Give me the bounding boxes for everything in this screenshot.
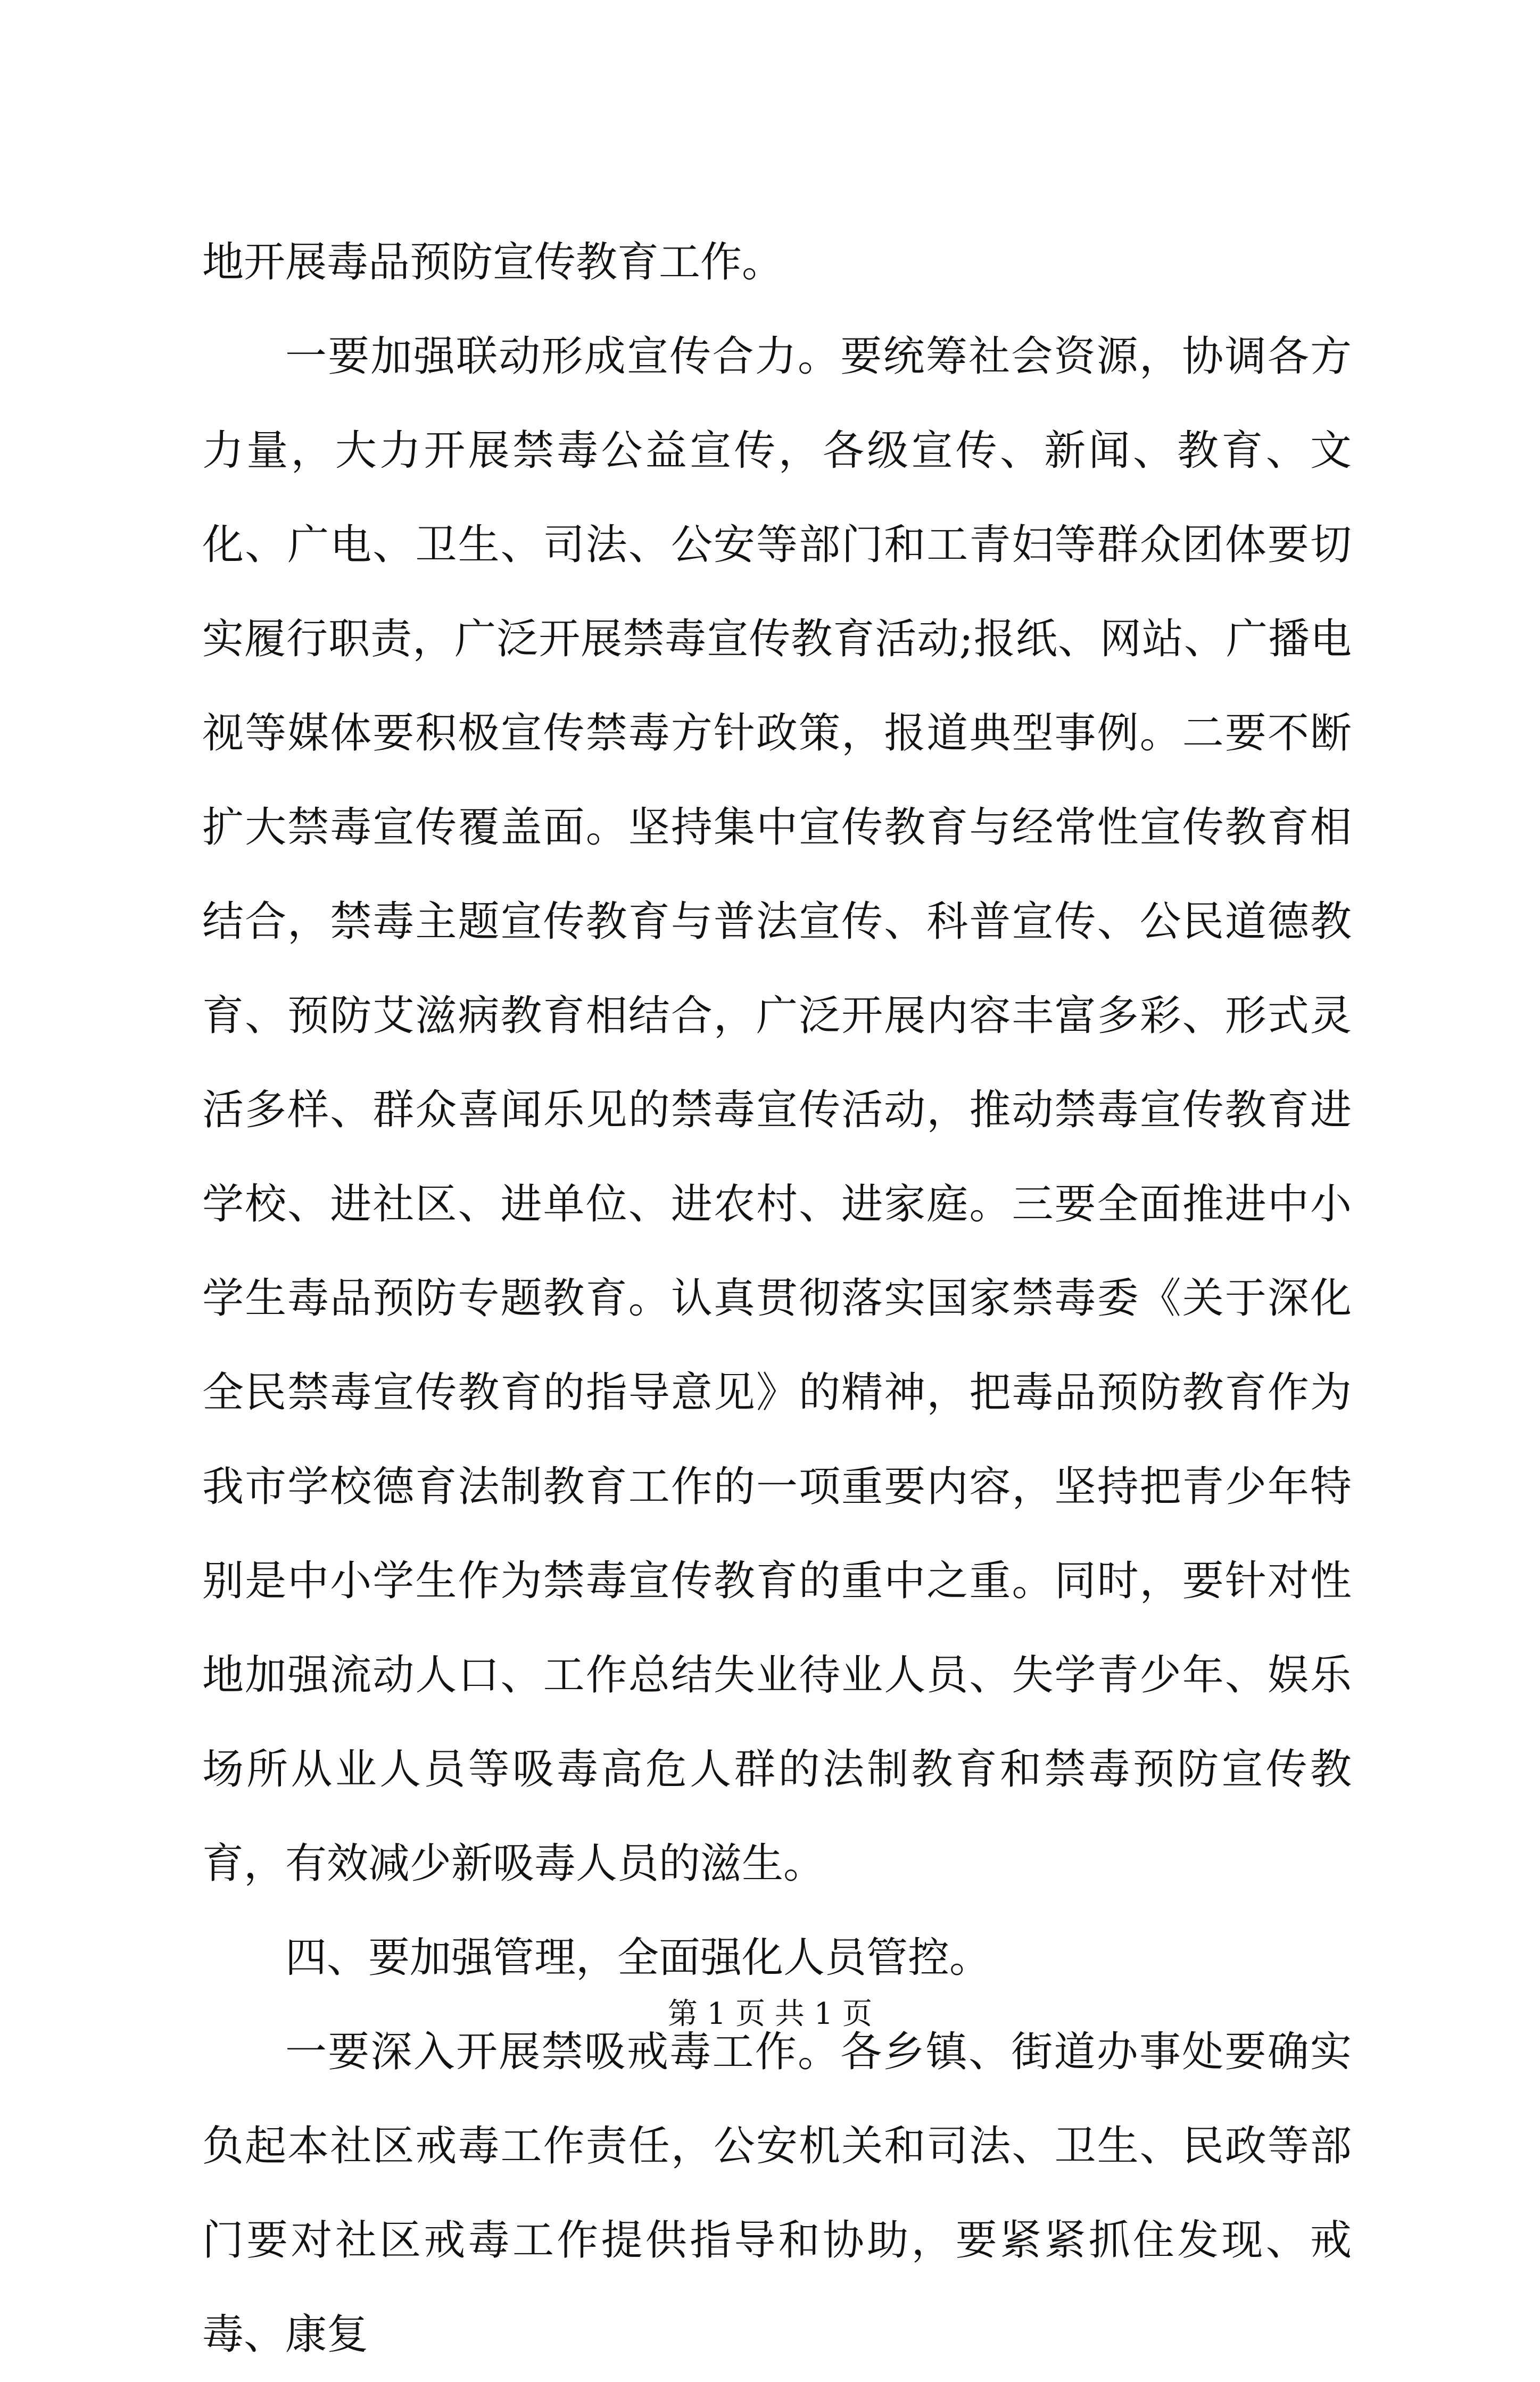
document-body xyxy=(202,216,1352,2382)
paragraph-1: 地开展毒品预防宣传教育工作。 xyxy=(202,238,784,286)
paragraph-2: 一要加强联动形成宣传合力。要统筹社会资源，协调各方力量，大力开展禁毒公益宣传，各级宣传、新闻、教育、文化、广电、卫生、司法、公安等部门和工青妇等群众团体要切实履行职责，广泛开展禁毒宣传教育活动;报纸、网站、广播电视等媒体要积极宣传禁毒方针政策，报道典型事例。二要不断扩大禁毒宣传覆盖面。坚持集中宣传教育与经常性宣传教育相结合，禁毒主题宣传教育与普法宣传、科普宣传、公民道德教育、预防艾滋病教育相结合，广泛开展内容丰富多彩、形式灵活多样、群众喜闻乐见的禁毒宣传活动，推动禁毒宣传教育进学校、进社区、进单位、进农村、进家庭。三要全面推进中小学生毒品预防专题教育。认真贯彻落实国家禁毒委《关于深化全民禁毒宣传教育的指导意见》的精神，把毒品预防教育作为我市学校德育法制教育工作的一项重要内容，坚持把青少年特别是中小学生作为禁毒宣传教育的重中之重。同时，要针对性地加强流动人口、工作总结失业待业人员、失学青少年、娱乐场所从业人员等吸毒高危人群的法制教育和禁毒预防宣传教育，有效减少新吸毒人员的滋生。 xyxy=(202,333,1352,1888)
section-heading-4: 四、要加强管理，全面强化人员管控。 xyxy=(285,1934,991,1982)
page-footer: 第 1 页 共 1 页 xyxy=(667,1997,873,2031)
paragraph-3: 一要深入开展禁吸戒毒工作。各乡镇、街道办事处要确实负起本社区戒毒工作责任，公安机关和司法、卫生、民政等部门要对社区戒毒工作提供指导和协助，要紧紧抓住发现、戒毒、康复 xyxy=(202,2028,1352,2359)
